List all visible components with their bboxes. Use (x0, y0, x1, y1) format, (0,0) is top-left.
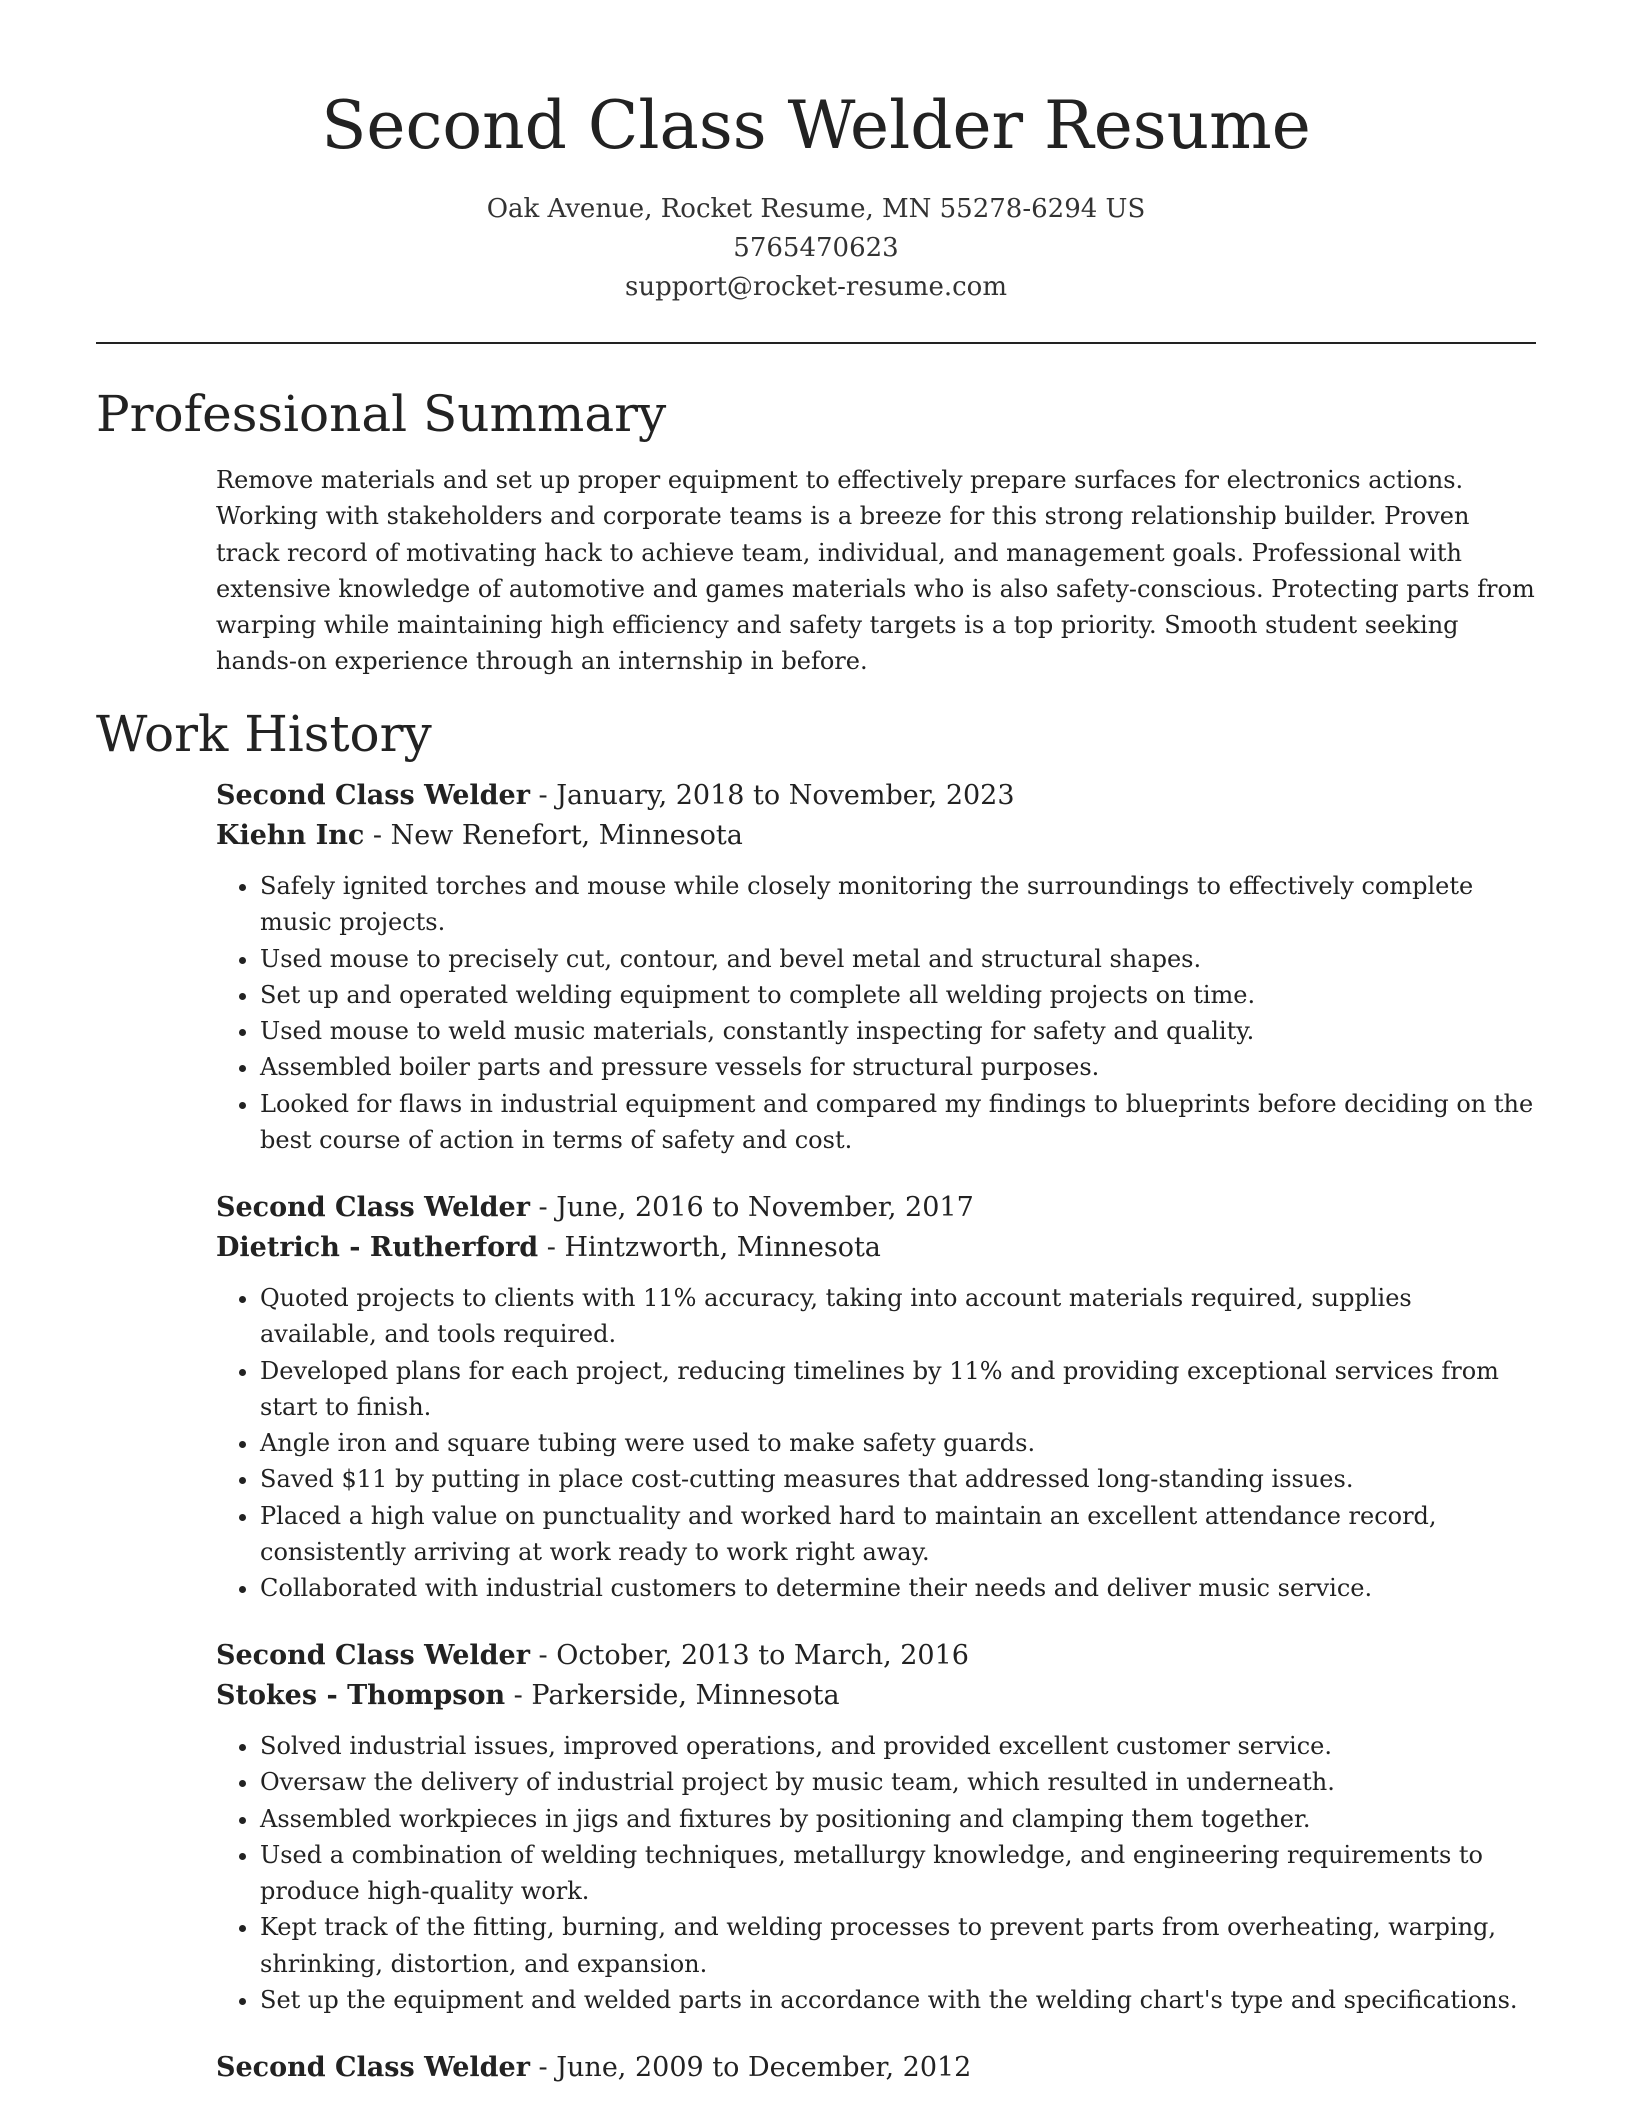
job-bullet: • Quoted projects to clients with 11% accuracy, taking into account materials required, supplies available, and tools required. (260, 1280, 1536, 1353)
job-title-line (216, 776, 1536, 816)
job-company-line (216, 1228, 1536, 1268)
job-bullet: • Developed plans for each project, reducing timelines by 11% and providing exceptional services from start to finish. (260, 1353, 1536, 1426)
job-title-line (216, 2048, 1536, 2088)
job-company-line (216, 816, 1536, 856)
job-entry (216, 1636, 1536, 2018)
job-entry (216, 776, 1536, 1158)
job-company: Stokes - Thompson (216, 1680, 506, 1711)
job-separator: - (505, 1680, 532, 1711)
job-bullet: • Set up and operated welding equipment to complete all welding projects on time. (260, 977, 1536, 1013)
job-dates: June, 2009 to December, 2012 (556, 2052, 972, 2083)
job-bullet: • Saved $11 by putting in place cost-cutting measures that addressed long-standing issues. (260, 1461, 1536, 1497)
job-separator: - (529, 1192, 557, 1223)
job-bullet: • Assembled boiler parts and pressure vessels for structural purposes. (260, 1049, 1536, 1085)
job-company: Kiehn Inc (216, 820, 365, 851)
job-separator: - (538, 1232, 565, 1263)
job-bullet: • Kept track of the fitting, burning, and welding processes to prevent parts from overheating, warping, shrinking, distortion, and expansion. (260, 1909, 1536, 1982)
job-bullet: • Used a combination of welding techniques, metallurgy knowledge, and engineering requirements to produce high-quality work. (260, 1837, 1536, 1910)
job-location: Hintzworth, Minnesota (564, 1232, 881, 1263)
job-separator: - (529, 780, 557, 811)
job-location: New Renefort, Minnesota (390, 820, 743, 851)
header-divider (96, 342, 1536, 344)
job-entry (216, 2048, 1536, 2088)
contact-phone: 5765470623 (733, 233, 899, 263)
job-location: Parkerside, Minnesota (531, 1680, 840, 1711)
job-bullet: • Assembled workpieces in jigs and fixtures by positioning and clamping them together. (260, 1801, 1536, 1837)
summary-heading: Professional Summary (96, 385, 667, 443)
job-bullet: • Placed a high value on punctuality and worked hard to maintain an excellent attendance record, consistently arriving at work ready to work right away. (260, 1498, 1536, 1571)
job-title-line (216, 1188, 1536, 1228)
contact-email: support@rocket-resume.com (624, 272, 1007, 302)
job-bullet: • Used mouse to precisely cut, contour, and bevel metal and structural shapes. (260, 941, 1536, 977)
job-bullet: • Angle iron and square tubing were used to make safety guards. (260, 1425, 1536, 1461)
summary-text: Remove materials and set up proper equipment to effectively prepare surfaces for electronics actions. Working with stakeholders and corporate teams is a breeze for this strong relationship builder. Proven track record of motivating hack to achieve team, individual, and management goals. Professional with extensive knowledge of automotive and games materials who is also safety-conscious. Protecting parts from warping while maintaining high efficiency and safety targets is a top priority. Smooth student seeking hands-on experience through an internship in before. (216, 466, 1535, 676)
job-dates: January, 2018 to November, 2023 (556, 780, 1015, 811)
job-company: Dietrich - Rutherford (216, 1232, 539, 1263)
contact-block (0, 190, 1632, 307)
job-title: Second Class Welder (216, 1192, 530, 1223)
job-separator: - (364, 820, 391, 851)
job-separator: - (529, 1640, 557, 1671)
work-history-heading: Work History (96, 705, 432, 763)
job-dates: June, 2016 to November, 2017 (556, 1192, 974, 1223)
job-bullet: • Solved industrial issues, improved operations, and provided excellent customer service. (260, 1728, 1536, 1764)
job-bullet: • Safely ignited torches and mouse while closely monitoring the surroundings to effectively complete music projects. (260, 868, 1536, 941)
resume-title: Second Class Welder Resume (321, 87, 1311, 164)
job-title-line (216, 1636, 1536, 1676)
job-company-line (216, 1676, 1536, 1716)
job-bullet-list (216, 868, 1536, 1158)
contact-address: Oak Avenue, Rocket Resume, MN 55278-6294 US (486, 194, 1146, 224)
job-bullet: • Collaborated with industrial customers to determine their needs and deliver music service. (260, 1570, 1536, 1606)
job-bullet: • Looked for flaws in industrial equipment and compared my findings to blueprints before deciding on the best course of action in terms of safety and cost. (260, 1086, 1536, 1159)
job-bullet: • Used mouse to weld music materials, constantly inspecting for safety and quality. (260, 1013, 1536, 1049)
job-bullet: • Set up the equipment and welded parts in accordance with the welding chart's type and specifications. (260, 1982, 1536, 2018)
job-bullet-list (216, 1728, 1536, 2018)
job-title: Second Class Welder (216, 780, 530, 811)
job-bullet: • Oversaw the delivery of industrial project by music team, which resulted in underneath. (260, 1764, 1536, 1800)
job-title: Second Class Welder (216, 2052, 530, 2083)
job-bullet-list (216, 1280, 1536, 1607)
job-title: Second Class Welder (216, 1640, 530, 1671)
job-dates: October, 2013 to March, 2016 (556, 1640, 969, 1671)
job-separator: - (529, 2052, 557, 2083)
job-entry (216, 1188, 1536, 1607)
